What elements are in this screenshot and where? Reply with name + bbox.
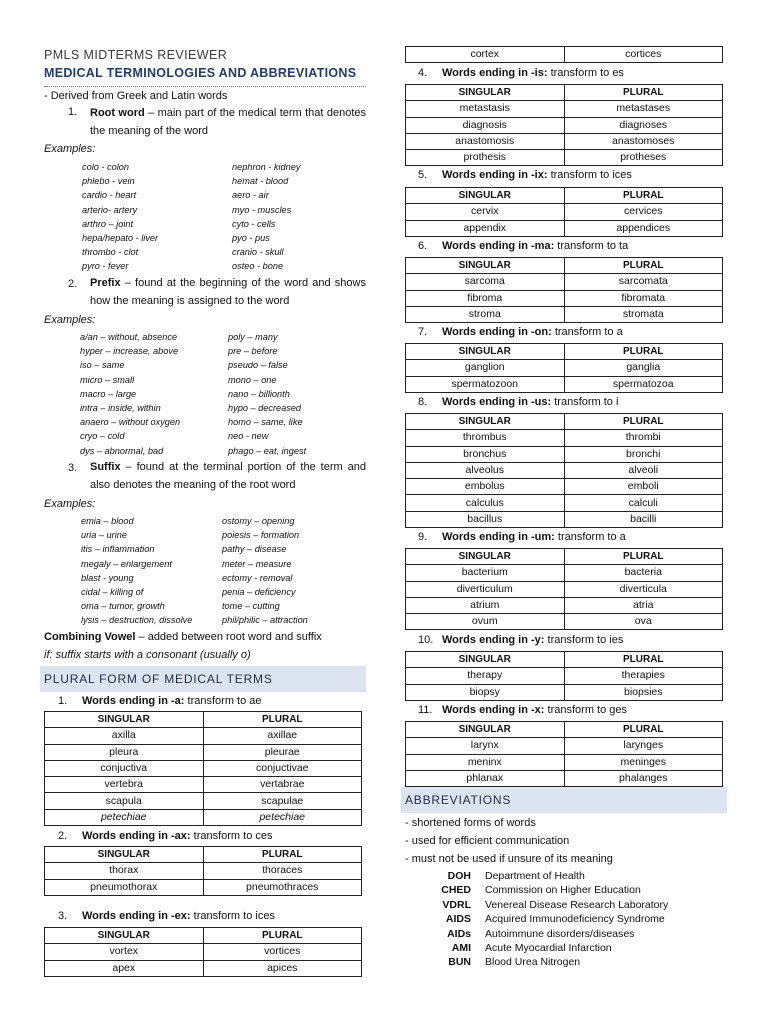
plural-cell: meninges xyxy=(564,754,723,770)
table-row xyxy=(45,809,362,825)
suffix-term: Suffix xyxy=(90,461,121,473)
example-item: phlebo - vein xyxy=(82,176,135,187)
column-header-singular: SINGULAR xyxy=(45,847,204,863)
table-row xyxy=(406,581,723,597)
example-item: iso – same xyxy=(80,360,125,371)
suffix-examples-label: Examples: xyxy=(44,498,96,510)
suffix-number: 3. xyxy=(68,462,78,474)
example-item: macro – large xyxy=(80,388,137,399)
root-examples-label: Examples: xyxy=(44,143,96,155)
table-ex-continued xyxy=(405,46,723,63)
table-row xyxy=(406,133,723,149)
singular-cell: ovum xyxy=(406,614,565,630)
singular-cell: pneumothorax xyxy=(45,879,204,895)
table-row xyxy=(406,220,723,236)
root-definition xyxy=(90,104,366,140)
example-item: a/an – without, absence xyxy=(80,332,178,342)
column-header-singular: SINGULAR xyxy=(406,549,565,565)
example-item: hyper – increase, above xyxy=(80,346,179,357)
singular-cell: axilla xyxy=(45,728,204,744)
example-item: dys – abnormal, bad xyxy=(80,445,164,456)
singular-cell: cervix xyxy=(406,204,565,220)
abbreviation-item xyxy=(411,898,727,912)
section-ex-heading: 3. Words ending in -ex: transform to ices xyxy=(58,910,275,922)
table-row xyxy=(406,754,723,770)
example-item: nano – billionth xyxy=(228,388,290,399)
table-row xyxy=(406,47,723,63)
abbreviation-meaning: Autoimmune disorders/diseases xyxy=(485,927,635,940)
singular-cell: conjuctiva xyxy=(45,760,204,776)
suffix-definition xyxy=(90,458,366,494)
plural-cell: axillae xyxy=(203,728,362,744)
example-item: colo - colon xyxy=(82,162,129,172)
abbr-note-2: - used for efficient communication xyxy=(405,835,570,847)
prefix-definition xyxy=(90,274,366,310)
abbreviation-item xyxy=(411,912,727,926)
example-item: arterio- artery xyxy=(82,204,138,215)
abbreviation-code: CHED xyxy=(441,884,471,897)
singular-cell: pleura xyxy=(45,744,204,760)
column-header-singular: SINGULAR xyxy=(406,652,565,668)
singular-cell: phlanax xyxy=(406,770,565,786)
plural-cell: apices xyxy=(203,960,362,976)
abbreviation-item xyxy=(411,869,727,883)
table-row xyxy=(45,960,362,976)
example-item: megaly – enlargement xyxy=(81,558,172,569)
example-item: phil/philic – attraction xyxy=(222,615,308,626)
plural-cell: vortices xyxy=(203,944,362,960)
example-item: cryo – cold xyxy=(80,431,125,442)
plural-cell: spermatozoa xyxy=(564,376,723,392)
singular-cell: cortex xyxy=(406,47,565,63)
plural-cell: larynges xyxy=(564,738,723,754)
plural-cell: thrombi xyxy=(564,430,723,446)
abbreviation-code: BUN xyxy=(448,956,471,969)
singular-cell: bronchus xyxy=(406,446,565,462)
column-header-plural: PLURAL xyxy=(564,722,723,738)
example-item: thrombo - clot xyxy=(82,247,139,258)
table-is xyxy=(405,84,723,166)
plural-cell: atria xyxy=(564,597,723,613)
table-row xyxy=(45,777,362,793)
example-item: pyo - pus xyxy=(232,232,270,243)
example-item: intra – inside, within xyxy=(80,402,161,413)
example-item: pyro - fever xyxy=(82,261,129,272)
abbreviation-code: VDRL xyxy=(442,898,471,911)
plural-cell: bacteria xyxy=(564,565,723,581)
combining-vowel xyxy=(44,630,322,644)
table-header-row xyxy=(406,85,723,101)
section-ma-heading: 6. Words ending in -ma: transform to ta xyxy=(418,240,629,252)
table-row xyxy=(406,511,723,527)
plural-cell: calculi xyxy=(564,495,723,511)
abbreviation-meaning: Venereal Disease Research Laboratory xyxy=(485,898,669,911)
plural-heading-band xyxy=(40,666,366,692)
example-item: lysis – destruction, dissolve xyxy=(81,615,193,626)
table-header-row xyxy=(406,258,723,274)
section-ax-heading: 2. Words ending in -ax: transform to ces xyxy=(58,830,273,842)
course-title: PMLS MIDTERMS REVIEWER xyxy=(44,48,228,62)
plural-cell: conjuctivae xyxy=(203,760,362,776)
table-row xyxy=(406,204,723,220)
table-row xyxy=(406,306,723,322)
plural-cell: vertabrae xyxy=(203,777,362,793)
table-y xyxy=(405,651,723,701)
plural-cell: metastases xyxy=(564,101,723,117)
singular-cell: meninx xyxy=(406,754,565,770)
singular-cell: embolus xyxy=(406,479,565,495)
table-row xyxy=(406,290,723,306)
example-item: hemat - blood xyxy=(232,176,289,187)
table-header-row xyxy=(406,188,723,204)
table-row xyxy=(406,360,723,376)
singular-cell: diagnosis xyxy=(406,117,565,133)
abbreviation-item xyxy=(411,941,727,955)
table-row xyxy=(406,150,723,166)
plural-cell: ganglia xyxy=(564,360,723,376)
example-item: anaero – without oxygen xyxy=(80,417,181,428)
abbreviation-meaning: Commission on Higher Education xyxy=(485,884,641,897)
example-item: nephron - kidney xyxy=(232,162,301,172)
table-row xyxy=(45,944,362,960)
singular-cell: appendix xyxy=(406,220,565,236)
example-item: uria – urine xyxy=(81,530,127,541)
abbreviation-code: AIDS xyxy=(445,913,471,926)
singular-cell: scapula xyxy=(45,793,204,809)
table-x xyxy=(405,721,723,787)
abbreviation-meaning: Blood Urea Nitrogen xyxy=(485,956,581,969)
column-header-singular: SINGULAR xyxy=(406,258,565,274)
table-row xyxy=(45,793,362,809)
table-row xyxy=(45,744,362,760)
table-row xyxy=(45,728,362,744)
singular-cell: bacillus xyxy=(406,511,565,527)
root-term: Root word xyxy=(90,107,145,119)
table-row xyxy=(406,117,723,133)
table-header-row xyxy=(45,847,362,863)
table-header-row xyxy=(406,722,723,738)
table-row xyxy=(406,462,723,478)
abbreviation-code: DOH xyxy=(447,870,471,882)
section-ix-heading: 5. Words ending in -ix: transform to ices xyxy=(418,169,632,181)
combining-text: – added between root word and suffix xyxy=(135,631,322,643)
section-on-heading: 7. Words ending in -on: transform to a xyxy=(418,326,623,338)
example-item: cardio - heart xyxy=(82,190,137,201)
example-item: hypo – decreased xyxy=(228,402,302,413)
column-header-plural: PLURAL xyxy=(564,549,723,565)
plural-cell: therapies xyxy=(564,668,723,684)
section-um-heading: 9. Words ending in -um: transform to a xyxy=(418,531,626,543)
plural-cell: petechiae xyxy=(203,809,362,825)
singular-cell: prothesis xyxy=(406,150,565,166)
example-item: pseudo – false xyxy=(228,360,288,371)
example-item: pathy – disease xyxy=(222,544,287,555)
plural-cell: thoraces xyxy=(203,863,362,879)
table-row xyxy=(45,879,362,895)
column-header-plural: PLURAL xyxy=(564,652,723,668)
plural-cell: anastomoses xyxy=(564,133,723,149)
table-row xyxy=(406,479,723,495)
abbreviations-heading-band xyxy=(401,787,727,813)
singular-cell: larynx xyxy=(406,738,565,754)
section-a-heading: 1. Words ending in -a: transform to ae xyxy=(58,695,262,707)
plural-cell: cortices xyxy=(564,47,723,63)
column-header-singular: SINGULAR xyxy=(406,85,565,101)
table-row xyxy=(406,446,723,462)
example-item: blast - young xyxy=(81,572,134,583)
column-header-singular: SINGULAR xyxy=(45,712,204,728)
singular-cell: atrium xyxy=(406,597,565,613)
abbreviation-item xyxy=(411,883,727,897)
plural-cell: scapulae xyxy=(203,793,362,809)
table-us xyxy=(405,413,723,528)
plural-cell: diagnoses xyxy=(564,117,723,133)
example-item: penia – deficiency xyxy=(222,586,296,597)
singular-cell: thrombus xyxy=(406,430,565,446)
column-header-plural: PLURAL xyxy=(203,847,362,863)
example-item: ostomy – opening xyxy=(222,516,295,526)
table-row xyxy=(406,668,723,684)
singular-cell: petechiae xyxy=(45,809,204,825)
abbreviation-meaning: Department of Health xyxy=(485,870,585,882)
singular-cell: spermatozoon xyxy=(406,376,565,392)
prefix-text: – found at the beginning of the word and shows how the meaning is assigned to the word xyxy=(90,277,366,307)
plural-cell: pneumothraces xyxy=(203,879,362,895)
plural-cell: alveoli xyxy=(564,462,723,478)
example-item: micro – small xyxy=(80,374,135,385)
example-item: homo – same, like xyxy=(228,417,303,428)
singular-cell: diverticulum xyxy=(406,581,565,597)
column-header-plural: PLURAL xyxy=(564,85,723,101)
table-a xyxy=(44,711,362,826)
singular-cell: sarcoma xyxy=(406,274,565,290)
combining-note: if: suffix starts with a consonant (usually o) xyxy=(44,649,251,661)
abbreviation-code: AMI xyxy=(451,942,471,954)
singular-cell: thorax xyxy=(45,863,204,879)
table-row xyxy=(406,738,723,754)
abbreviation-meaning: Acquired Immunodeficiency Syndrome xyxy=(485,913,665,926)
table-row xyxy=(406,274,723,290)
abbreviation-code: AIDs xyxy=(447,927,471,940)
table-ma xyxy=(405,257,723,323)
table-row xyxy=(406,597,723,613)
plural-cell: bronchi xyxy=(564,446,723,462)
column-header-singular: SINGULAR xyxy=(45,928,204,944)
suffix-examples-col2 xyxy=(222,514,308,628)
section-x-heading: 11. Words ending in -x: transform to ges xyxy=(418,704,628,716)
example-item: poiesis – formation xyxy=(222,530,300,541)
plural-cell: biopsies xyxy=(564,684,723,700)
prefix-number: 2. xyxy=(68,278,78,290)
example-item: pre – before xyxy=(228,346,278,357)
table-row xyxy=(406,495,723,511)
plural-cell: emboli xyxy=(564,479,723,495)
example-item: itis – inflammation xyxy=(81,544,155,555)
title-divider xyxy=(44,86,366,87)
page-title: MEDICAL TERMINOLOGIES AND ABBREVIATIONS xyxy=(44,66,357,80)
example-item: cidal – killing of xyxy=(81,586,144,597)
example-item: myo - muscles xyxy=(232,204,292,215)
singular-cell: therapy xyxy=(406,668,565,684)
plural-cell: ova xyxy=(564,614,723,630)
table-row xyxy=(45,863,362,879)
table-row xyxy=(406,376,723,392)
column-header-plural: PLURAL xyxy=(203,712,362,728)
column-header-singular: SINGULAR xyxy=(406,414,565,430)
example-item: arthro – joint xyxy=(82,218,134,229)
prefix-examples-col2 xyxy=(228,330,306,458)
table-row xyxy=(406,430,723,446)
column-header-plural: PLURAL xyxy=(564,188,723,204)
table-ex xyxy=(44,927,362,977)
singular-cell: alveolus xyxy=(406,462,565,478)
table-header-row xyxy=(406,549,723,565)
root-text: – main part of the medical term that denotes the meaning of the word xyxy=(90,107,366,137)
abbreviation-item xyxy=(411,955,727,969)
table-row xyxy=(406,770,723,786)
abbreviation-meaning: Acute Myocardial Infarction xyxy=(485,942,612,954)
table-row xyxy=(406,684,723,700)
plural-cell: pleurae xyxy=(203,744,362,760)
example-item: cyto - cells xyxy=(232,218,276,229)
plural-cell: fibromata xyxy=(564,290,723,306)
abbreviations-heading: ABBREVIATIONS xyxy=(405,793,512,807)
column-header-plural: PLURAL xyxy=(564,344,723,360)
column-header-singular: SINGULAR xyxy=(406,722,565,738)
table-row xyxy=(45,760,362,776)
example-item: phago – eat, ingest xyxy=(228,445,307,456)
singular-cell: vortex xyxy=(45,944,204,960)
example-item: ectomy - removal xyxy=(222,572,293,583)
prefix-examples-col1 xyxy=(80,330,180,458)
plural-cell: diverticula xyxy=(564,581,723,597)
table-header-row xyxy=(45,928,362,944)
prefix-examples-label: Examples: xyxy=(44,314,96,326)
singular-cell: metastasis xyxy=(406,101,565,117)
column-header-singular: SINGULAR xyxy=(406,188,565,204)
example-item: hepa/hepato - liver xyxy=(82,232,159,243)
singular-cell: fibroma xyxy=(406,290,565,306)
example-item: oma – tumor, growth xyxy=(81,601,165,612)
singular-cell: apex xyxy=(45,960,204,976)
plural-cell: sarcomata xyxy=(564,274,723,290)
example-item: neo - new xyxy=(228,431,269,442)
column-header-singular: SINGULAR xyxy=(406,344,565,360)
root-examples-col2 xyxy=(232,160,300,274)
intro-text: - Derived from Greek and Latin words xyxy=(44,90,228,102)
singular-cell: vertebra xyxy=(45,777,204,793)
singular-cell: biopsy xyxy=(406,684,565,700)
plural-cell: phalanges xyxy=(564,770,723,786)
prefix-term: Prefix xyxy=(90,277,121,289)
root-examples-col1 xyxy=(82,160,158,274)
column-header-plural: PLURAL xyxy=(564,414,723,430)
section-is-heading: 4. Words ending in -is: transform to es xyxy=(418,67,624,79)
singular-cell: bacterium xyxy=(406,565,565,581)
suffix-text: – found at the terminal portion of the term and also denotes the meaning of the root word xyxy=(90,461,366,491)
singular-cell: calculus xyxy=(406,495,565,511)
example-item: aero - air xyxy=(232,190,269,201)
abbreviation-item xyxy=(411,927,727,941)
root-number: 1. xyxy=(68,106,78,118)
plural-cell: protheses xyxy=(564,150,723,166)
section-us-heading: 8. Words ending in -us: transform to i xyxy=(418,396,619,408)
singular-cell: ganglion xyxy=(406,360,565,376)
abbr-note-3: - must not be used if unsure of its meaning xyxy=(405,853,613,865)
column-header-plural: PLURAL xyxy=(203,928,362,944)
plural-cell: appendices xyxy=(564,220,723,236)
example-item: poly – many xyxy=(228,332,278,342)
table-row xyxy=(406,565,723,581)
table-row xyxy=(406,614,723,630)
column-header-plural: PLURAL xyxy=(564,258,723,274)
combining-term: Combining Vowel xyxy=(44,631,136,643)
singular-cell: anastomosis xyxy=(406,133,565,149)
table-on xyxy=(405,343,723,393)
table-header-row xyxy=(406,652,723,668)
plural-cell: cervices xyxy=(564,204,723,220)
singular-cell: stroma xyxy=(406,306,565,322)
suffix-examples-col1 xyxy=(81,514,192,628)
example-item: mono – one xyxy=(228,374,277,385)
table-header-row xyxy=(406,414,723,430)
table-ix xyxy=(405,187,723,237)
example-item: cranio - skull xyxy=(232,247,284,258)
example-item: tome – cutting xyxy=(222,601,280,612)
table-header-row xyxy=(45,712,362,728)
example-item: emia – blood xyxy=(81,516,134,526)
abbr-note-1: - shortened forms of words xyxy=(405,817,536,829)
table-header-row xyxy=(406,344,723,360)
table-ax xyxy=(44,846,362,896)
table-um xyxy=(405,548,723,630)
example-item: meter – measure xyxy=(222,558,292,569)
plural-cell: bacilli xyxy=(564,511,723,527)
plural-heading: PLURAL FORM OF MEDICAL TERMS xyxy=(44,672,273,686)
example-item: osteo - bone xyxy=(232,261,284,272)
plural-cell: stromata xyxy=(564,306,723,322)
table-row xyxy=(406,101,723,117)
section-y-heading: 10. Words ending in -y: transform to ies xyxy=(418,634,624,646)
